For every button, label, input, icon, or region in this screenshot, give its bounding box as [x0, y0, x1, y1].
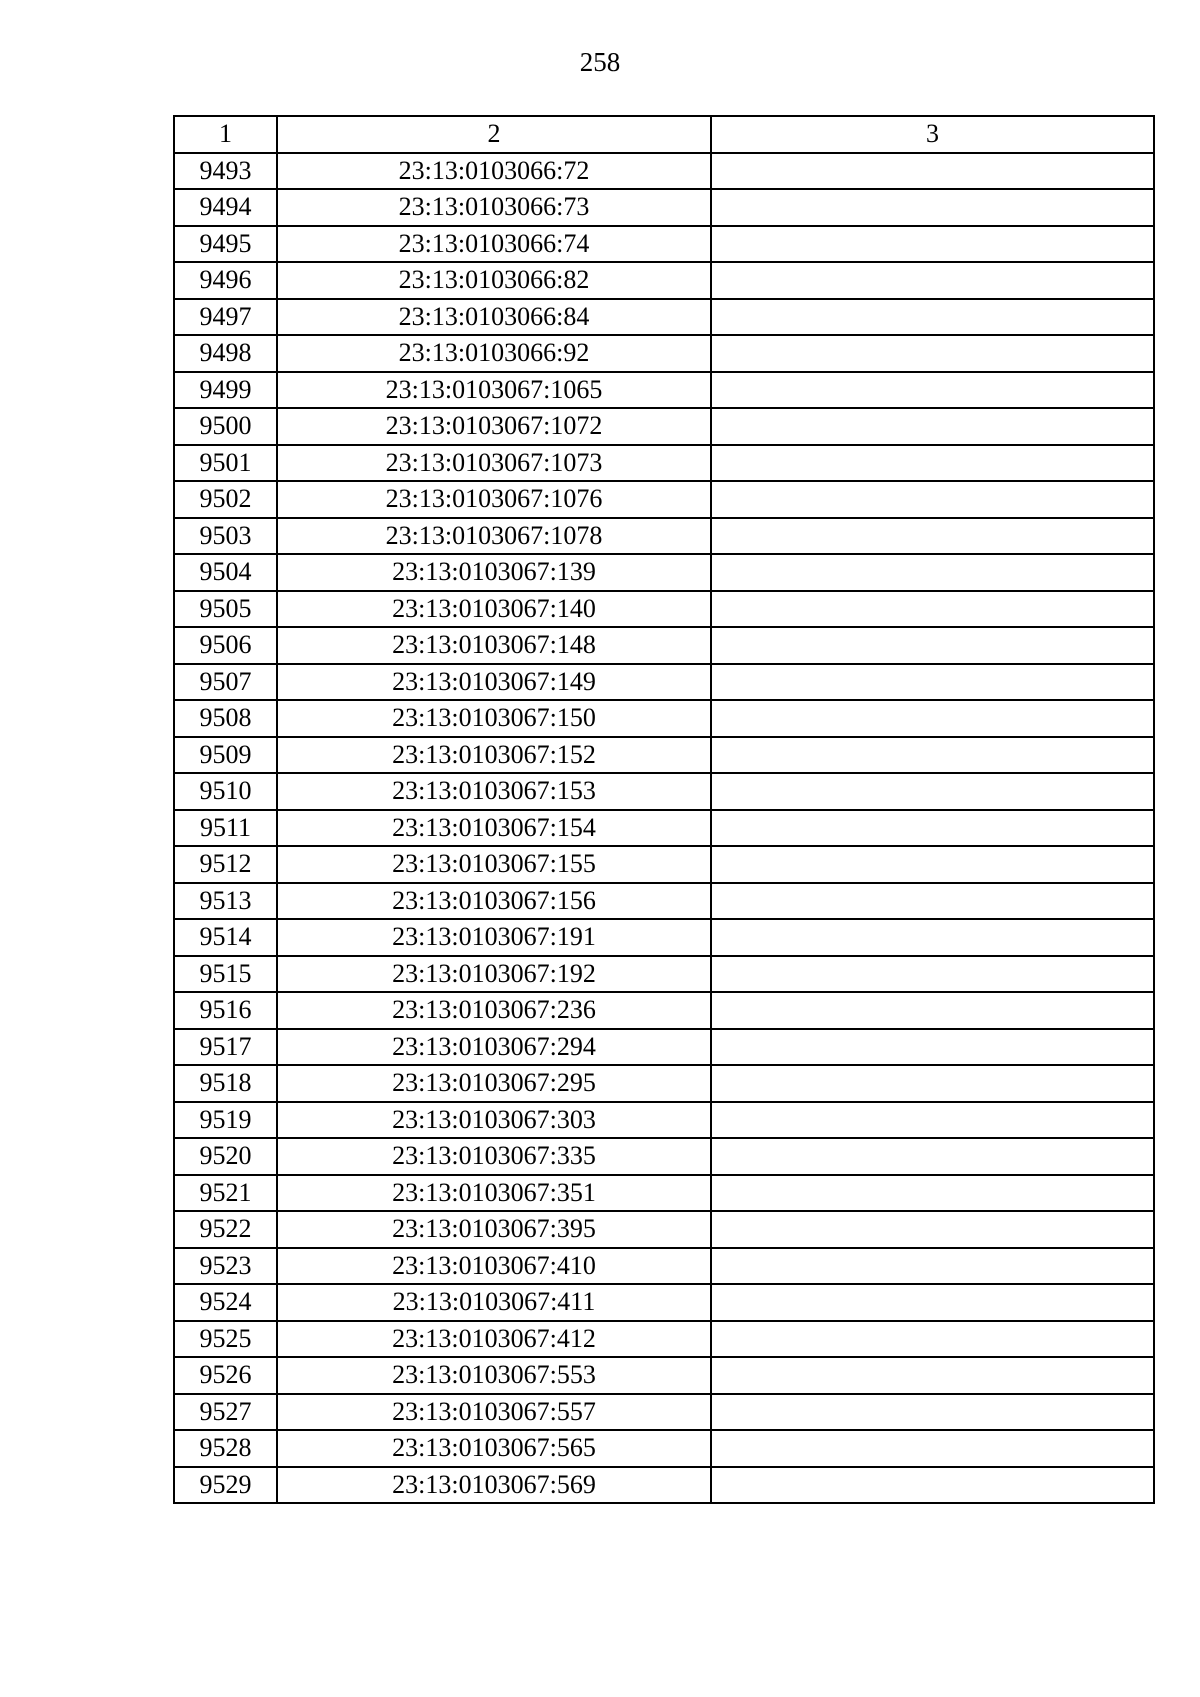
row-number-cell: 9520	[174, 1138, 277, 1175]
row-number-cell: 9522	[174, 1211, 277, 1248]
row-number-cell: 9526	[174, 1357, 277, 1394]
registry-table	[173, 115, 1155, 1504]
cadastral-number-cell: 23:13:0103067:236	[277, 992, 711, 1029]
note-cell	[711, 883, 1154, 920]
row-number-cell: 9503	[174, 518, 277, 555]
table-row	[174, 1394, 1154, 1431]
cadastral-number-cell: 23:13:0103067:192	[277, 956, 711, 993]
column-header-1: 1	[174, 116, 277, 153]
row-number-cell: 9499	[174, 372, 277, 409]
cadastral-number-cell: 23:13:0103066:74	[277, 226, 711, 263]
table-row	[174, 700, 1154, 737]
note-cell	[711, 299, 1154, 336]
note-cell	[711, 1211, 1154, 1248]
row-number-cell: 9504	[174, 554, 277, 591]
table-row	[174, 956, 1154, 993]
note-cell	[711, 591, 1154, 628]
cadastral-number-cell: 23:13:0103067:557	[277, 1394, 711, 1431]
note-cell	[711, 408, 1154, 445]
table-row	[174, 1321, 1154, 1358]
row-number-cell: 9495	[174, 226, 277, 263]
note-cell	[711, 627, 1154, 664]
note-cell	[711, 445, 1154, 482]
table-row	[174, 1467, 1154, 1504]
table-row	[174, 1211, 1154, 1248]
note-cell	[711, 1138, 1154, 1175]
row-number-cell: 9509	[174, 737, 277, 774]
table-row	[174, 846, 1154, 883]
cadastral-number-cell: 23:13:0103067:140	[277, 591, 711, 628]
table-row	[174, 226, 1154, 263]
note-cell	[711, 153, 1154, 190]
cadastral-number-cell: 23:13:0103067:395	[277, 1211, 711, 1248]
row-number-cell: 9494	[174, 189, 277, 226]
table-row	[174, 737, 1154, 774]
cadastral-number-cell: 23:13:0103067:149	[277, 664, 711, 701]
row-number-cell: 9512	[174, 846, 277, 883]
table-row	[174, 1102, 1154, 1139]
table-row	[174, 408, 1154, 445]
cadastral-number-cell: 23:13:0103067:1065	[277, 372, 711, 409]
note-cell	[711, 700, 1154, 737]
cadastral-number-cell: 23:13:0103067:155	[277, 846, 711, 883]
note-cell	[711, 956, 1154, 993]
row-number-cell: 9505	[174, 591, 277, 628]
cadastral-number-cell: 23:13:0103067:150	[277, 700, 711, 737]
note-cell	[711, 737, 1154, 774]
row-number-cell: 9528	[174, 1430, 277, 1467]
cadastral-number-cell: 23:13:0103067:154	[277, 810, 711, 847]
note-cell	[711, 262, 1154, 299]
cadastral-number-cell: 23:13:0103067:303	[277, 1102, 711, 1139]
table-row	[174, 591, 1154, 628]
table-row	[174, 1065, 1154, 1102]
table-row	[174, 1175, 1154, 1212]
cadastral-number-cell: 23:13:0103067:1078	[277, 518, 711, 555]
row-number-cell: 9508	[174, 700, 277, 737]
table-row	[174, 481, 1154, 518]
note-cell	[711, 810, 1154, 847]
table-row	[174, 518, 1154, 555]
table-row	[174, 883, 1154, 920]
cadastral-number-cell: 23:13:0103067:156	[277, 883, 711, 920]
table-row	[174, 372, 1154, 409]
cadastral-number-cell: 23:13:0103067:553	[277, 1357, 711, 1394]
note-cell	[711, 1357, 1154, 1394]
table-row	[174, 1029, 1154, 1066]
cadastral-number-cell: 23:13:0103067:351	[277, 1175, 711, 1212]
cadastral-number-cell: 23:13:0103067:565	[277, 1430, 711, 1467]
cadastral-number-cell: 23:13:0103067:294	[277, 1029, 711, 1066]
note-cell	[711, 1248, 1154, 1285]
cadastral-number-cell: 23:13:0103067:1072	[277, 408, 711, 445]
table-row	[174, 554, 1154, 591]
row-number-cell: 9527	[174, 1394, 277, 1431]
row-number-cell: 9493	[174, 153, 277, 190]
row-number-cell: 9524	[174, 1284, 277, 1321]
table-row	[174, 153, 1154, 190]
row-number-cell: 9506	[174, 627, 277, 664]
row-number-cell: 9529	[174, 1467, 277, 1504]
table-row	[174, 299, 1154, 336]
cadastral-number-cell: 23:13:0103067:152	[277, 737, 711, 774]
table-row	[174, 262, 1154, 299]
cadastral-number-cell: 23:13:0103067:153	[277, 773, 711, 810]
row-number-cell: 9496	[174, 262, 277, 299]
row-number-cell: 9518	[174, 1065, 277, 1102]
row-number-cell: 9497	[174, 299, 277, 336]
row-number-cell: 9515	[174, 956, 277, 993]
cadastral-number-cell: 23:13:0103066:72	[277, 153, 711, 190]
table-row	[174, 335, 1154, 372]
note-cell	[711, 1029, 1154, 1066]
note-cell	[711, 481, 1154, 518]
row-number-cell: 9521	[174, 1175, 277, 1212]
row-number-cell: 9498	[174, 335, 277, 372]
row-number-cell: 9517	[174, 1029, 277, 1066]
cadastral-number-cell: 23:13:0103067:412	[277, 1321, 711, 1358]
note-cell	[711, 1394, 1154, 1431]
note-cell	[711, 664, 1154, 701]
note-cell	[711, 226, 1154, 263]
row-number-cell: 9523	[174, 1248, 277, 1285]
header-row	[174, 116, 1154, 153]
cadastral-number-cell: 23:13:0103066:82	[277, 262, 711, 299]
cadastral-number-cell: 23:13:0103066:84	[277, 299, 711, 336]
row-number-cell: 9516	[174, 992, 277, 1029]
cadastral-number-cell: 23:13:0103067:139	[277, 554, 711, 591]
row-number-cell: 9513	[174, 883, 277, 920]
note-cell	[711, 773, 1154, 810]
cadastral-number-cell: 23:13:0103066:73	[277, 189, 711, 226]
page-number: 258	[579, 47, 621, 77]
cadastral-number-cell: 23:13:0103067:295	[277, 1065, 711, 1102]
table-row	[174, 189, 1154, 226]
note-cell	[711, 554, 1154, 591]
row-number-cell: 9500	[174, 408, 277, 445]
table-row	[174, 992, 1154, 1029]
note-cell	[711, 992, 1154, 1029]
table-row	[174, 1284, 1154, 1321]
note-cell	[711, 1175, 1154, 1212]
cadastral-number-cell: 23:13:0103067:411	[277, 1284, 711, 1321]
row-number-cell: 9525	[174, 1321, 277, 1358]
cadastral-number-cell: 23:13:0103067:1076	[277, 481, 711, 518]
cadastral-number-cell: 23:13:0103066:92	[277, 335, 711, 372]
row-number-cell: 9514	[174, 919, 277, 956]
table-row	[174, 1430, 1154, 1467]
table-row	[174, 445, 1154, 482]
cadastral-number-cell: 23:13:0103067:1073	[277, 445, 711, 482]
table-row	[174, 627, 1154, 664]
note-cell	[711, 1467, 1154, 1504]
row-number-cell: 9507	[174, 664, 277, 701]
table-row	[174, 1248, 1154, 1285]
note-cell	[711, 372, 1154, 409]
row-number-cell: 9501	[174, 445, 277, 482]
row-number-cell: 9511	[174, 810, 277, 847]
note-cell	[711, 518, 1154, 555]
cadastral-number-cell: 23:13:0103067:410	[277, 1248, 711, 1285]
note-cell	[711, 335, 1154, 372]
table-row	[174, 773, 1154, 810]
row-number-cell: 9510	[174, 773, 277, 810]
table-row	[174, 919, 1154, 956]
note-cell	[711, 189, 1154, 226]
table-row	[174, 1138, 1154, 1175]
column-header-3: 3	[711, 116, 1154, 153]
table-row	[174, 1357, 1154, 1394]
table-row	[174, 664, 1154, 701]
note-cell	[711, 846, 1154, 883]
note-cell	[711, 1065, 1154, 1102]
cadastral-number-cell: 23:13:0103067:191	[277, 919, 711, 956]
column-header-2: 2	[277, 116, 711, 153]
cadastral-number-cell: 23:13:0103067:569	[277, 1467, 711, 1504]
note-cell	[711, 1284, 1154, 1321]
cadastral-number-cell: 23:13:0103067:335	[277, 1138, 711, 1175]
note-cell	[711, 1430, 1154, 1467]
note-cell	[711, 919, 1154, 956]
table-body	[174, 153, 1154, 1504]
cadastral-number-cell: 23:13:0103067:148	[277, 627, 711, 664]
note-cell	[711, 1321, 1154, 1358]
row-number-cell: 9502	[174, 481, 277, 518]
row-number-cell: 9519	[174, 1102, 277, 1139]
note-cell	[711, 1102, 1154, 1139]
table-row	[174, 810, 1154, 847]
